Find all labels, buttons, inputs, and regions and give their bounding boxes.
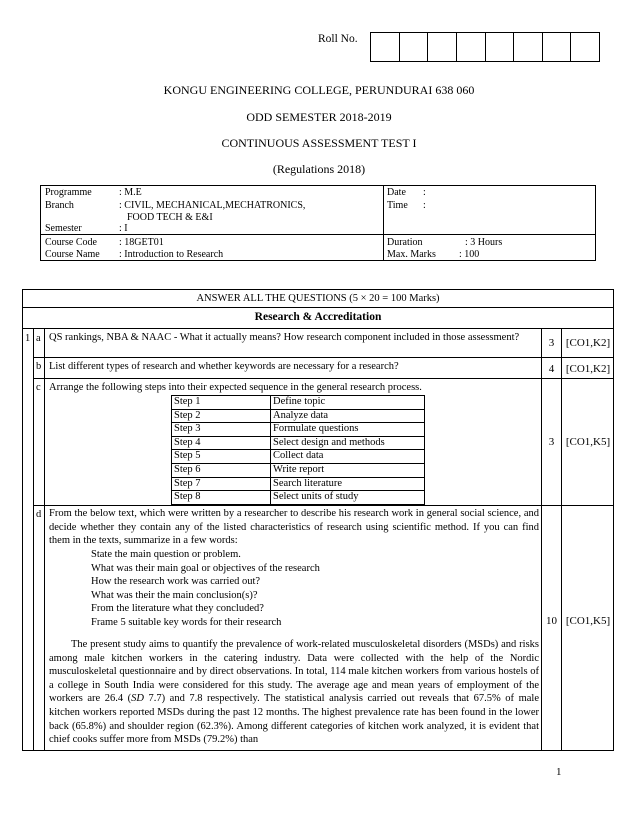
semester-label: Semester [45, 223, 82, 234]
instruction: ANSWER ALL THE QUESTIONS (5 × 20 = 100 Marks) [196, 293, 440, 304]
table-row: Step 1 Define topic [172, 396, 425, 410]
list-item: From the literature what they concluded? [91, 603, 264, 615]
roll-no-cell[interactable] [513, 33, 542, 61]
branch-label: Branch [45, 200, 74, 211]
table-row: Step 7 Search literature [172, 477, 425, 491]
table-row: Step 4 Select design and methods [172, 436, 425, 450]
part-d-label: d [36, 509, 42, 520]
regulations: (Regulations 2018) [272, 162, 366, 176]
roll-no-cell[interactable] [456, 33, 485, 61]
programme-label: Programme [45, 187, 92, 198]
section-title: Research & Accreditation [254, 311, 382, 323]
part-d-marks: 10 [546, 615, 557, 627]
part-d-intro: From the below text, which were written by a researcher to describe his research work in general social science, and decide whether they contain any of the listed characteristics of research using scientific method. If you can find them in the texts, summarize in a few words: [49, 508, 539, 547]
part-d-passage: The present study aims to quantify the prevalence of work-related musculoskeletal disorders (MSDs) and risks among male kitchen workers in the catering industry. Data were collected with the help of the Nordic musculoskeletal questionnaire and by direct observations. In total, 114 male kitchen workers from various hostels of a college in South India were considered for this study. The average age and mean years of employment of the workers are 26.4 (SD 7.7) and 7.8 respectively. The statistical analysis carried out reveals that 67.5% of male kitchen workers reported MSDs during the past 12 months. The highest prevalence rate has been found in the lower back (65.8%) and shoulder region (62.3%). Among different categories of kitchen work analyzed, it is evident that chief cooks suffer more from MSDs (79.2%) than [49, 639, 539, 746]
list-item: What was their main goal or objectives of the research [91, 562, 320, 574]
part-b-co: [CO1,K2] [565, 363, 611, 375]
date-value: : [423, 187, 426, 198]
page-number: 1 [556, 766, 562, 778]
test-title: CONTINUOUS ASSESSMENT TEST I [221, 136, 417, 150]
list-item: Frame 5 suitable key words for their research [91, 617, 282, 628]
part-a-marks: 3 [548, 337, 555, 349]
course-name-value: : Introduction to Research [119, 249, 224, 260]
branch-value: : CIVIL, MECHANICAL,MECHATRONICS, [119, 200, 306, 211]
roll-no-cell[interactable] [485, 33, 514, 61]
table-row: Step 2 Analyze data [172, 409, 425, 423]
question-number: 1 [25, 333, 31, 344]
college-name: KONGU ENGINEERING COLLEGE, PERUNDURAI 638 060 [163, 83, 475, 97]
roll-no-cell[interactable] [542, 33, 571, 61]
part-d-co: [CO1,K5] [565, 615, 611, 627]
part-a-label: a [36, 333, 41, 344]
course-code-label: Course Code [45, 237, 97, 248]
date-label: Date [387, 187, 406, 198]
list-item: What was their the main conclusion(s)? [91, 589, 258, 601]
table-row: Step 5 Collect data [172, 450, 425, 464]
roll-no-cell[interactable] [399, 33, 428, 61]
duration-label: Duration [387, 237, 423, 248]
time-label: Time [387, 200, 408, 211]
course-code-value: : 18GET01 [119, 237, 164, 248]
question-table [22, 289, 614, 751]
table-row: Step 3 Formulate questions [172, 423, 425, 437]
part-b-text: List different types of research and whether keywords are necessary for a research? [49, 361, 399, 372]
list-item: How the research work was carried out? [91, 576, 261, 588]
duration-value: : 3 Hours [465, 237, 503, 248]
part-c-label: c [36, 382, 41, 393]
roll-no-boxes[interactable] [370, 32, 600, 62]
table-row: Step 8 Select units of study [172, 491, 425, 505]
roll-no-cell[interactable] [371, 33, 399, 61]
semester-value: : I [119, 223, 128, 234]
roll-no-cell[interactable] [570, 33, 599, 61]
part-b-label: b [36, 361, 42, 372]
semester-title: ODD SEMESTER 2018-2019 [246, 110, 392, 124]
roll-no-label: Roll No. [318, 33, 358, 45]
time-value: : [423, 200, 426, 211]
list-item: State the main question or problem. [91, 549, 241, 560]
course-name-label: Course Name [45, 249, 100, 260]
max-marks-value: : 100 [459, 249, 480, 260]
course-info-table [40, 185, 596, 261]
table-row: Step 6 Write report [172, 463, 425, 477]
roll-no-cell[interactable] [427, 33, 456, 61]
part-a-text: QS rankings, NBA & NAAC - What it actually means? How research component included in those assessment? [49, 332, 520, 343]
steps-table [171, 395, 425, 505]
max-marks-label: Max. Marks [387, 249, 436, 260]
part-c-text: Arrange the following steps into their expected sequence in the general research process. [49, 382, 422, 393]
branch-value-cont: FOOD TECH & E&I [127, 212, 213, 223]
part-c-co: [CO1,K5] [565, 436, 611, 448]
part-b-marks: 4 [548, 363, 555, 375]
part-a-co: [CO1,K2] [565, 337, 611, 349]
part-c-marks: 3 [548, 436, 555, 448]
programme-value: : M.E [119, 187, 142, 198]
